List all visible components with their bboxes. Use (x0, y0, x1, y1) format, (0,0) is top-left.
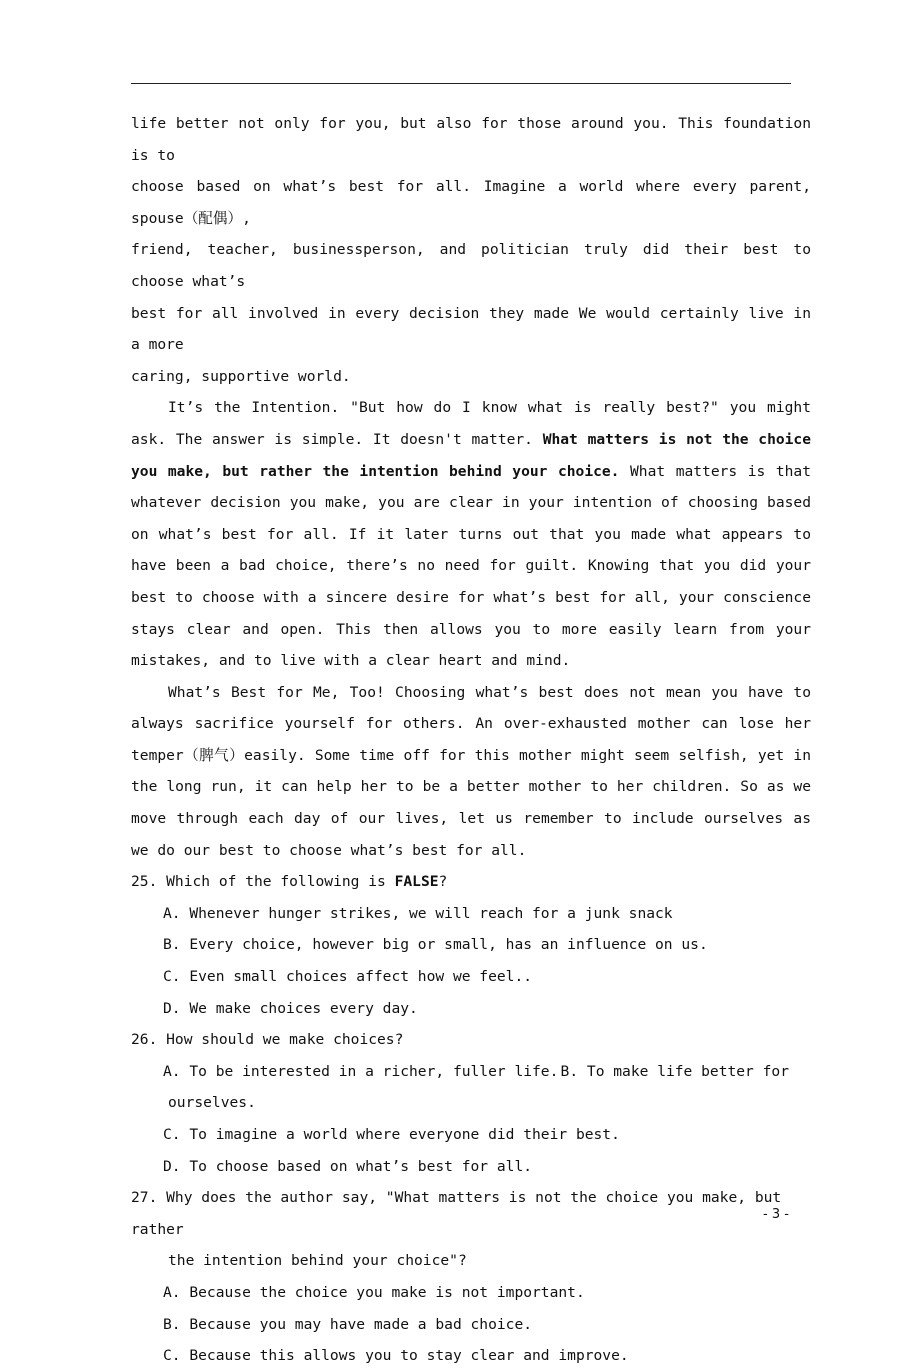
paragraph-1-line: caring, supportive world. (131, 367, 351, 385)
document-body (131, 108, 811, 1372)
paragraph-2-rest: What matters is that whatever decision you make, you are clear in your intention of choosing based on what’s best for all. If it later turns out that you made what appears to have been a bad choice, there’s no need for guilt. Knowing that you did your best to choose with a sincere desire for what’s best for all, your conscience stays clear and open. This then allows you to more easily learn from your mistakes, and to live with a clear heart and mind. (131, 462, 811, 670)
header-rule (131, 83, 791, 84)
question-26-option-d: D. To choose based on what’s best for all. (163, 1157, 533, 1175)
question-26-options-ab (131, 1056, 811, 1088)
question-26-option-b-continued: ourselves. (168, 1094, 256, 1112)
question-25-option-b: B. Every choice, however big or small, has an influence on us. (163, 936, 708, 954)
question-25-stem-end: ? (438, 873, 448, 891)
question-27-stem-line1: 27. Why does the author say, "What matters is not the choice you make, but rather (131, 1189, 782, 1238)
paragraph-1-line: life better not only for you, but also for those around you. This foundation is to (131, 115, 811, 164)
question-25 (131, 866, 811, 1024)
question-25-stem (131, 866, 811, 898)
page-number: - 3 - (763, 1207, 789, 1222)
question-26-stem: 26. How should we make choices? (131, 1031, 404, 1049)
question-25-stem-text: 25. Which of the following is (131, 873, 395, 891)
question-26 (131, 1024, 811, 1182)
question-27-option-b: B. Because you may have made a bad choice. (163, 1315, 533, 1333)
paragraph-1 (131, 108, 811, 392)
paragraph-2 (131, 392, 811, 676)
question-27-stem-line2: the intention behind your choice"? (168, 1252, 467, 1270)
question-25-option-c: C. Even small choices affect how we feel.. (163, 968, 533, 986)
paragraph-2-bold: What matters is not the choice you make, but rather the intention behind your choice. (131, 430, 811, 480)
question-27-option-a: A. Because the choice you make is not important. (163, 1283, 585, 1301)
question-26-option-b: B. To make life better for (560, 1062, 789, 1080)
question-25-option-d: D. We make choices every day. (163, 999, 418, 1017)
paragraph-1-line: best for all involved in every decision they made We would certainly live in a more (131, 304, 811, 354)
paragraph-1-line: choose based on what’s best for all. Imagine a world where every parent, spouse（配偶）, (131, 178, 811, 227)
question-25-option-a: A. Whenever hunger strikes, we will reach for a junk snack (163, 904, 673, 922)
question-26-option-c: C. To imagine a world where everyone did their best. (163, 1126, 620, 1143)
question-26-option-a: A. To be interested in a richer, fuller life. (163, 1062, 559, 1080)
paragraph-3: What’s Best for Me, Too! Choosing what’s best does not mean you have to always sacrifice yourself for others. An over-exhausted mother can lose her temper（脾气）easily. Some time off for this mother might seem selfish, yet in the long run, it can help her to be a better mother to her children. So as we move through each day of our lives, let us remember to include ourselves as we do our best to choose what’s best for all. (131, 683, 811, 859)
question-25-stem-bold: FALSE (394, 873, 439, 891)
question-27-option-c: C. Because this allows you to stay clear and improve. (163, 1347, 629, 1365)
paragraph-2-lead: It’s the Intention. "But how do I know what is really best?" you might ask. The answer is simple. It doesn't matter. (131, 399, 811, 448)
question-27 (131, 1182, 811, 1372)
paragraph-1-line: friend, teacher, businessperson, and politician truly did their best to choose what’s (131, 241, 811, 290)
